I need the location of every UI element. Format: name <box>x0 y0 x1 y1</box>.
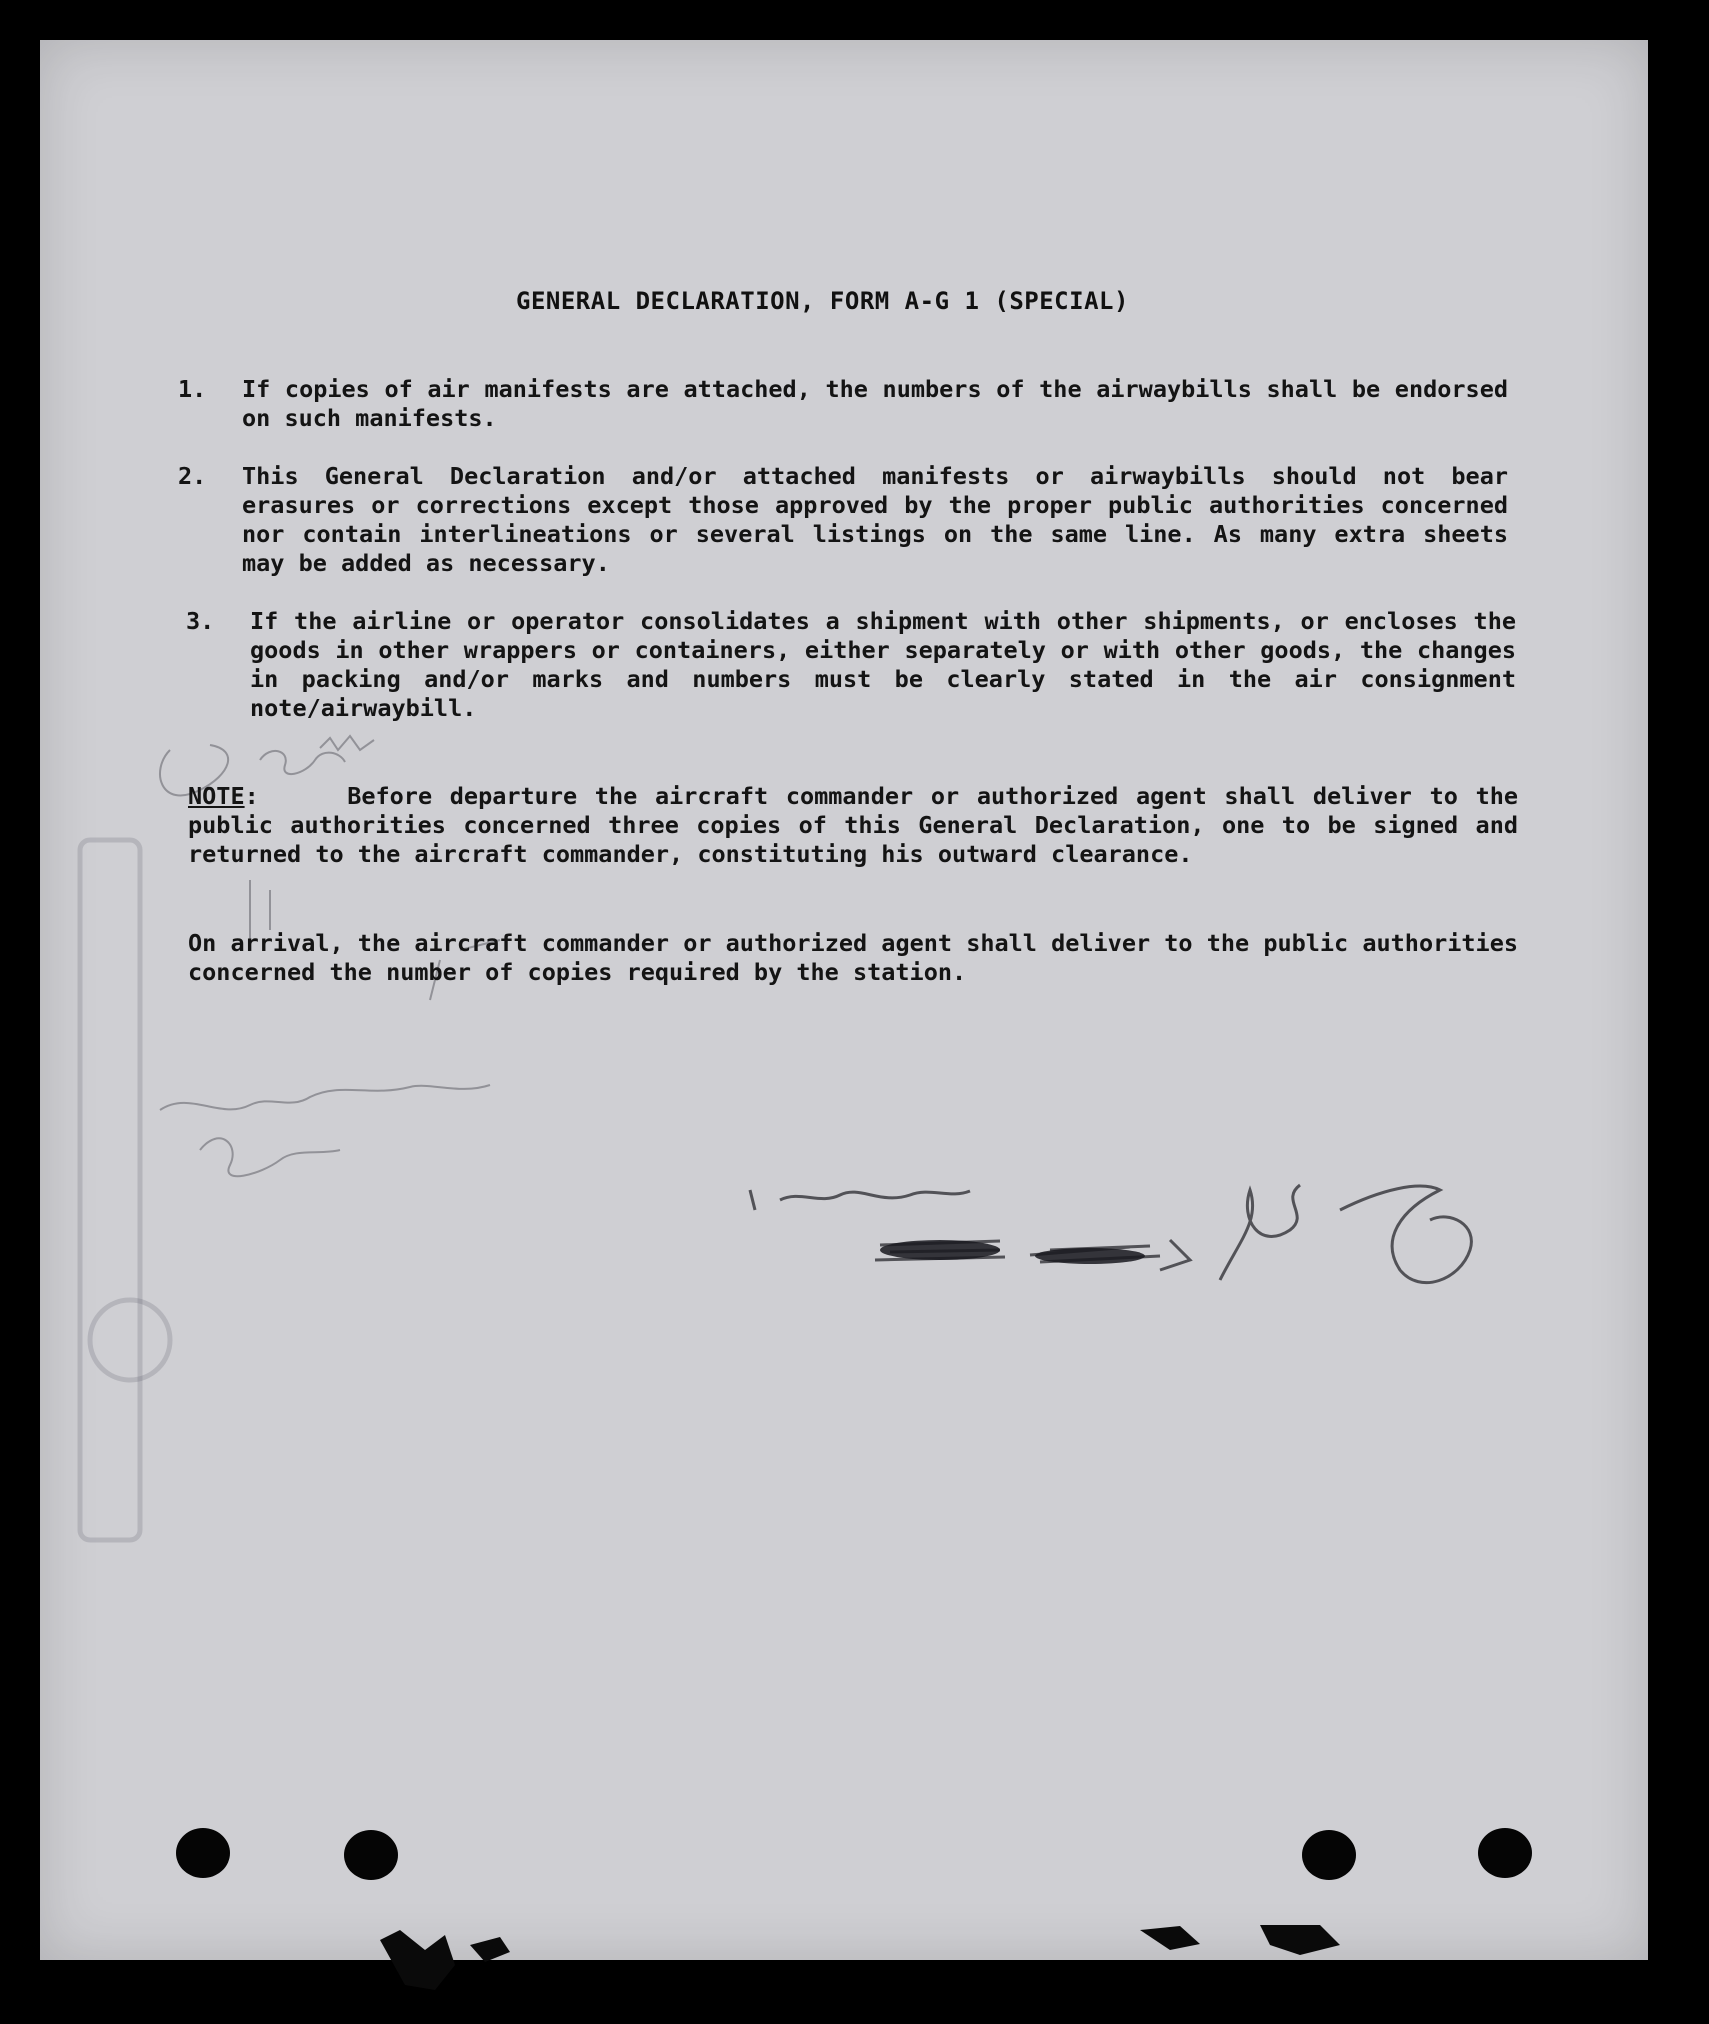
torn-edge-marks <box>380 1900 1380 1990</box>
item-text: If copies of air manifests are attached, the numbers of the airwaybills shall be endorsed on such manifests. <box>242 375 1508 432</box>
item-number: 3. <box>186 607 215 635</box>
note-paragraph: NOTE: Before departure the aircraft commander or authorized agent shall deliver to the public authorities concerned three copies of this General Declaration, one to be signed and returned to the aircraft commander, constituting his outward clearance. <box>188 782 1519 868</box>
faded-stamp <box>60 820 180 1580</box>
punch-hole <box>1478 1828 1532 1878</box>
form-title: GENERAL DECLARATION, FORM A-G 1 (SPECIAL) <box>516 287 1129 315</box>
item-text: If the airline or operator consolidates a shipment with other shipments, or encloses the goods in other wrappers or containers, either separately or with other goods, the changes in packing and/or marks and numbers must be clearly stated in the air consignment note/airwaybill. <box>250 607 1516 722</box>
punch-hole <box>1302 1830 1356 1880</box>
punch-hole <box>176 1828 230 1878</box>
arrival-paragraph: On arrival, the aircraft commander or authorized agent shall deliver to the public authorities concerned the number of copies required by the station. <box>188 929 1518 986</box>
item-number: 1. <box>178 375 207 403</box>
handwritten-signature <box>740 1170 1560 1310</box>
item-text: This General Declaration and/or attached manifests or airwaybills should not bear erasures or corrections except those approved by the proper public authorities concerned nor contain interlineations or several listings on the same line. As many extra sheets may be added as necessary. <box>242 462 1508 577</box>
punch-hole <box>344 1830 398 1880</box>
note-label: NOTE <box>188 782 245 810</box>
item-number: 2. <box>178 462 207 490</box>
note-text: Before departure the aircraft commander or authorized agent shall deliver to the public authorities concerned three copies of this General Declaration, one to be signed and returned to the aircraft commander, constituting his outward clearance. <box>188 782 1519 868</box>
